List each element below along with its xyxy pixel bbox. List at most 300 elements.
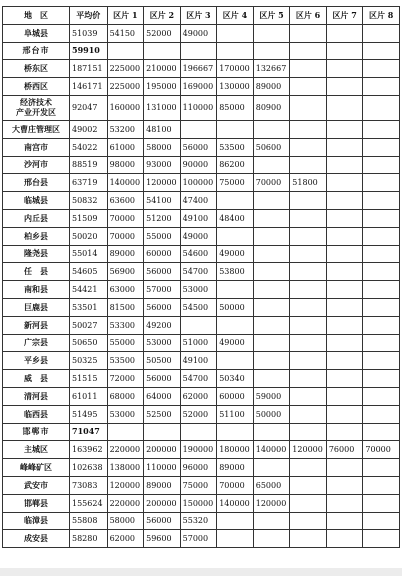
area-name-cell: 阜城县 <box>3 24 70 42</box>
table-row <box>3 227 400 245</box>
zone-price-cell: 59000 <box>253 387 290 405</box>
table-row <box>3 530 400 548</box>
area-name-cell: 桥西区 <box>3 78 70 96</box>
zone-price-cell: 54100 <box>144 192 181 210</box>
average-price-cell: 59910 <box>70 42 108 60</box>
zone-price-cell: 49000 <box>217 334 254 352</box>
zone-price-cell <box>363 60 400 78</box>
average-price-cell: 51515 <box>70 370 108 388</box>
zone-price-cell: 49200 <box>144 316 181 334</box>
zone-price-cell <box>363 387 400 405</box>
average-price-cell: 163962 <box>70 441 108 459</box>
average-price-cell: 55808 <box>70 512 108 530</box>
zone-price-cell <box>253 281 290 299</box>
zone-price-cell <box>363 530 400 548</box>
zone-price-cell <box>326 174 363 192</box>
zone-price-cell: 150000 <box>180 494 217 512</box>
zone-price-cell: 55320 <box>180 512 217 530</box>
zone-price-cell: 51800 <box>290 174 327 192</box>
average-price-cell: 50325 <box>70 352 108 370</box>
zone-price-cell: 138000 <box>107 459 144 477</box>
zone-price-cell: 49100 <box>180 209 217 227</box>
zone-price-cell <box>217 316 254 334</box>
zone-price-cell <box>253 298 290 316</box>
zone-price-cell <box>326 138 363 156</box>
zone-price-cell: 58000 <box>144 138 181 156</box>
zone-price-cell <box>326 156 363 174</box>
zone-price-cell <box>217 512 254 530</box>
area-name-cell: 临城县 <box>3 192 70 210</box>
header-zone-2: 区片 2 <box>144 7 181 25</box>
zone-price-cell: 54150 <box>107 24 144 42</box>
zone-price-cell <box>326 512 363 530</box>
zone-price-cell: 89000 <box>144 476 181 494</box>
area-name-cell: 南宫市 <box>3 138 70 156</box>
zone-price-cell <box>363 459 400 477</box>
area-name-cell: 清河县 <box>3 387 70 405</box>
zone-price-cell <box>363 370 400 388</box>
zone-price-cell: 52500 <box>144 405 181 423</box>
table-row <box>3 263 400 281</box>
area-name-cell: 邢台市 <box>3 42 70 60</box>
average-price-cell: 54421 <box>70 281 108 299</box>
zone-price-cell: 50600 <box>253 138 290 156</box>
zone-price-cell <box>290 459 327 477</box>
zone-price-cell <box>363 281 400 299</box>
area-name-cell: 桥东区 <box>3 60 70 78</box>
area-name-cell: 邯郸县 <box>3 494 70 512</box>
zone-price-cell: 63000 <box>107 281 144 299</box>
zone-price-cell: 54700 <box>180 263 217 281</box>
zone-price-cell: 59600 <box>144 530 181 548</box>
zone-price-cell <box>253 24 290 42</box>
table-row <box>3 281 400 299</box>
area-name-cell: 峰峰矿区 <box>3 459 70 477</box>
zone-price-cell <box>253 316 290 334</box>
zone-price-cell: 70000 <box>107 209 144 227</box>
zone-price-cell: 180000 <box>217 441 254 459</box>
zone-price-cell <box>253 263 290 281</box>
zone-price-cell: 89000 <box>107 245 144 263</box>
zone-price-cell <box>290 138 327 156</box>
zone-price-cell: 130000 <box>217 78 254 96</box>
zone-price-cell: 50000 <box>253 405 290 423</box>
zone-price-cell <box>217 352 254 370</box>
zone-price-cell <box>290 423 327 441</box>
zone-price-cell <box>107 423 144 441</box>
zone-price-cell: 120000 <box>290 441 327 459</box>
zone-price-cell: 49000 <box>180 227 217 245</box>
zone-price-cell: 85000 <box>217 95 254 120</box>
zone-price-cell: 56900 <box>107 263 144 281</box>
zone-price-cell: 220000 <box>107 494 144 512</box>
table-row <box>3 120 400 138</box>
zone-price-cell <box>326 352 363 370</box>
average-price-cell: 51039 <box>70 24 108 42</box>
zone-price-cell: 195000 <box>144 78 181 96</box>
zone-price-cell: 89000 <box>253 78 290 96</box>
average-price-cell: 49002 <box>70 120 108 138</box>
area-name-cell: 武安市 <box>3 476 70 494</box>
zone-price-cell <box>144 423 181 441</box>
zone-price-cell: 190000 <box>180 441 217 459</box>
average-price-cell: 63719 <box>70 174 108 192</box>
zone-price-cell: 70000 <box>253 174 290 192</box>
table-row <box>3 245 400 263</box>
zone-price-cell <box>144 42 181 60</box>
table-row <box>3 316 400 334</box>
zone-price-cell: 53000 <box>180 281 217 299</box>
area-name-cell: 隆尧县 <box>3 245 70 263</box>
zone-price-cell <box>180 316 217 334</box>
table-row <box>3 95 400 120</box>
zone-price-cell: 210000 <box>144 60 181 78</box>
average-price-cell: 50027 <box>70 316 108 334</box>
zone-price-cell: 57000 <box>180 530 217 548</box>
zone-price-cell <box>290 78 327 96</box>
zone-price-cell: 53000 <box>107 405 144 423</box>
zone-price-cell <box>290 298 327 316</box>
zone-price-cell: 51000 <box>180 334 217 352</box>
zone-price-cell: 90000 <box>180 156 217 174</box>
zone-price-cell: 58000 <box>107 512 144 530</box>
header-zone-3: 区片 3 <box>180 7 217 25</box>
zone-price-cell: 70000 <box>217 476 254 494</box>
zone-price-cell: 53300 <box>107 316 144 334</box>
zone-price-cell <box>290 263 327 281</box>
zone-price-cell: 56000 <box>144 370 181 388</box>
area-name-cell: 新河县 <box>3 316 70 334</box>
zone-price-cell: 120000 <box>107 476 144 494</box>
table-row <box>3 192 400 210</box>
zone-price-cell: 53200 <box>107 120 144 138</box>
zone-price-cell <box>253 209 290 227</box>
area-name-cell: 沙河市 <box>3 156 70 174</box>
zone-price-cell <box>290 352 327 370</box>
table-row <box>3 156 400 174</box>
zone-price-cell <box>326 370 363 388</box>
header-area: 地 区 <box>3 7 70 25</box>
table-row <box>3 78 400 96</box>
zone-price-cell <box>217 281 254 299</box>
zone-price-cell: 72000 <box>107 370 144 388</box>
table-row <box>3 138 400 156</box>
table-row <box>3 370 400 388</box>
zone-price-cell: 51100 <box>217 405 254 423</box>
zone-price-cell: 54500 <box>180 298 217 316</box>
table-row <box>3 42 400 60</box>
zone-price-cell: 49000 <box>180 24 217 42</box>
area-name-cell: 大曹庄管理区 <box>3 120 70 138</box>
area-name-cell: 威 县 <box>3 370 70 388</box>
zone-price-cell <box>363 209 400 227</box>
average-price-cell: 92047 <box>70 95 108 120</box>
zone-price-cell <box>326 459 363 477</box>
land-price-table <box>2 6 400 548</box>
average-price-cell: 54605 <box>70 263 108 281</box>
zone-price-cell <box>290 60 327 78</box>
table-row <box>3 441 400 459</box>
zone-price-cell: 61000 <box>107 138 144 156</box>
zone-price-cell: 56000 <box>144 512 181 530</box>
area-name-cell: 经济技术 产业开发区 <box>3 95 70 120</box>
zone-price-cell <box>326 95 363 120</box>
zone-price-cell: 50340 <box>217 370 254 388</box>
zone-price-cell <box>363 245 400 263</box>
zone-price-cell: 200000 <box>144 494 181 512</box>
table-row <box>3 298 400 316</box>
zone-price-cell: 100000 <box>180 174 217 192</box>
zone-price-cell <box>253 245 290 263</box>
zone-price-cell <box>290 387 327 405</box>
zone-price-cell <box>253 512 290 530</box>
area-name-cell: 邯郸市 <box>3 423 70 441</box>
table-row <box>3 60 400 78</box>
zone-price-cell <box>326 42 363 60</box>
area-name-cell: 南和县 <box>3 281 70 299</box>
zone-price-cell <box>290 334 327 352</box>
average-price-cell: 50832 <box>70 192 108 210</box>
zone-price-cell: 53500 <box>107 352 144 370</box>
zone-price-cell <box>253 352 290 370</box>
land-price-table-sheet <box>0 6 402 568</box>
table-row <box>3 423 400 441</box>
area-name-cell: 巨鹿县 <box>3 298 70 316</box>
zone-price-cell <box>180 42 217 60</box>
zone-price-cell <box>253 370 290 388</box>
area-name-cell: 临西县 <box>3 405 70 423</box>
zone-price-cell: 54700 <box>180 370 217 388</box>
zone-price-cell: 48100 <box>144 120 181 138</box>
average-price-cell: 73083 <box>70 476 108 494</box>
zone-price-cell <box>363 476 400 494</box>
zone-price-cell: 65000 <box>253 476 290 494</box>
zone-price-cell: 220000 <box>107 441 144 459</box>
zone-price-cell <box>253 156 290 174</box>
zone-price-cell <box>290 316 327 334</box>
average-price-cell: 187151 <box>70 60 108 78</box>
zone-price-cell <box>290 281 327 299</box>
zone-price-cell <box>326 405 363 423</box>
area-name-cell: 内丘县 <box>3 209 70 227</box>
header-zone-7: 区片 7 <box>326 7 363 25</box>
zone-price-cell <box>290 156 327 174</box>
average-price-cell: 146171 <box>70 78 108 96</box>
zone-price-cell <box>363 423 400 441</box>
zone-price-cell: 110000 <box>180 95 217 120</box>
zone-price-cell: 89000 <box>217 459 254 477</box>
average-price-cell: 50020 <box>70 227 108 245</box>
header-zone-4: 区片 4 <box>217 7 254 25</box>
zone-price-cell <box>326 281 363 299</box>
zone-price-cell: 225000 <box>107 60 144 78</box>
zone-price-cell <box>363 78 400 96</box>
zone-price-cell <box>326 476 363 494</box>
zone-price-cell <box>363 120 400 138</box>
zone-price-cell: 70000 <box>363 441 400 459</box>
zone-price-cell: 52000 <box>144 24 181 42</box>
zone-price-cell <box>290 209 327 227</box>
table-row <box>3 512 400 530</box>
area-name-cell: 广宗县 <box>3 334 70 352</box>
zone-price-cell: 96000 <box>180 459 217 477</box>
zone-price-cell: 120000 <box>253 494 290 512</box>
table-row <box>3 209 400 227</box>
zone-price-cell: 131000 <box>144 95 181 120</box>
average-price-cell: 54022 <box>70 138 108 156</box>
zone-price-cell: 63600 <box>107 192 144 210</box>
header-zone-6: 区片 6 <box>290 7 327 25</box>
zone-price-cell <box>217 24 254 42</box>
zone-price-cell: 49000 <box>217 245 254 263</box>
zone-price-cell: 120000 <box>144 174 181 192</box>
zone-price-cell: 140000 <box>107 174 144 192</box>
average-price-cell: 51495 <box>70 405 108 423</box>
zone-price-cell <box>326 209 363 227</box>
zone-price-cell: 62000 <box>180 387 217 405</box>
zone-price-cell: 57000 <box>144 281 181 299</box>
zone-price-cell <box>253 227 290 245</box>
table-row <box>3 476 400 494</box>
zone-price-cell <box>290 95 327 120</box>
zone-price-cell: 76000 <box>326 441 363 459</box>
zone-price-cell: 53000 <box>144 334 181 352</box>
average-price-cell: 53501 <box>70 298 108 316</box>
zone-price-cell <box>326 60 363 78</box>
zone-price-cell <box>363 263 400 281</box>
table-row <box>3 24 400 42</box>
zone-price-cell: 98000 <box>107 156 144 174</box>
zone-price-cell <box>290 512 327 530</box>
area-name-cell: 成安县 <box>3 530 70 548</box>
table-row <box>3 174 400 192</box>
zone-price-cell <box>290 42 327 60</box>
zone-price-cell: 53500 <box>217 138 254 156</box>
table-row <box>3 334 400 352</box>
area-name-cell: 临漳县 <box>3 512 70 530</box>
average-price-cell: 155624 <box>70 494 108 512</box>
zone-price-cell <box>363 42 400 60</box>
zone-price-cell <box>326 423 363 441</box>
zone-price-cell: 60000 <box>144 245 181 263</box>
zone-price-cell <box>363 512 400 530</box>
zone-price-cell: 93000 <box>144 156 181 174</box>
zone-price-cell: 52000 <box>180 405 217 423</box>
average-price-cell: 58280 <box>70 530 108 548</box>
area-name-cell: 柏乡县 <box>3 227 70 245</box>
table-row <box>3 405 400 423</box>
zone-price-cell <box>326 78 363 96</box>
zone-price-cell: 225000 <box>107 78 144 96</box>
zone-price-cell: 70000 <box>107 227 144 245</box>
zone-price-cell: 169000 <box>180 78 217 96</box>
zone-price-cell <box>290 24 327 42</box>
table-header-row <box>3 7 400 25</box>
table-body <box>3 24 400 547</box>
zone-price-cell <box>326 530 363 548</box>
zone-price-cell: 170000 <box>217 60 254 78</box>
average-price-cell: 61011 <box>70 387 108 405</box>
zone-price-cell: 55000 <box>107 334 144 352</box>
zone-price-cell <box>290 370 327 388</box>
zone-price-cell <box>253 192 290 210</box>
zone-price-cell: 160000 <box>107 95 144 120</box>
zone-price-cell <box>290 120 327 138</box>
zone-price-cell <box>363 298 400 316</box>
zone-price-cell: 110000 <box>144 459 181 477</box>
zone-price-cell <box>363 156 400 174</box>
zone-price-cell <box>326 120 363 138</box>
zone-price-cell <box>326 245 363 263</box>
zone-price-cell: 68000 <box>107 387 144 405</box>
zone-price-cell: 47400 <box>180 192 217 210</box>
table-row <box>3 494 400 512</box>
zone-price-cell: 49100 <box>180 352 217 370</box>
zone-price-cell <box>326 192 363 210</box>
zone-price-cell: 55000 <box>144 227 181 245</box>
zone-price-cell <box>253 530 290 548</box>
zone-price-cell: 54600 <box>180 245 217 263</box>
zone-price-cell <box>217 42 254 60</box>
average-price-cell: 50650 <box>70 334 108 352</box>
table-row <box>3 352 400 370</box>
zone-price-cell <box>326 494 363 512</box>
zone-price-cell: 81500 <box>107 298 144 316</box>
zone-price-cell: 53800 <box>217 263 254 281</box>
zone-price-cell <box>253 459 290 477</box>
zone-price-cell <box>290 227 327 245</box>
zone-price-cell <box>290 530 327 548</box>
area-name-cell: 邢台县 <box>3 174 70 192</box>
table-row <box>3 387 400 405</box>
zone-price-cell <box>290 192 327 210</box>
header-zone-5: 区片 5 <box>253 7 290 25</box>
area-name-cell: 主城区 <box>3 441 70 459</box>
zone-price-cell <box>253 42 290 60</box>
zone-price-cell <box>217 227 254 245</box>
zone-price-cell: 50500 <box>144 352 181 370</box>
area-name-cell: 平乡县 <box>3 352 70 370</box>
zone-price-cell <box>363 316 400 334</box>
zone-price-cell <box>290 494 327 512</box>
zone-price-cell <box>253 120 290 138</box>
zone-price-cell <box>363 227 400 245</box>
zone-price-cell <box>363 352 400 370</box>
area-name-cell: 任 县 <box>3 263 70 281</box>
average-price-cell: 102638 <box>70 459 108 477</box>
zone-price-cell: 140000 <box>217 494 254 512</box>
zone-price-cell <box>363 192 400 210</box>
zone-price-cell <box>253 334 290 352</box>
zone-price-cell: 80900 <box>253 95 290 120</box>
zone-price-cell <box>363 334 400 352</box>
zone-price-cell: 56000 <box>144 263 181 281</box>
zone-price-cell <box>326 263 363 281</box>
zone-price-cell <box>326 387 363 405</box>
zone-price-cell: 56000 <box>180 138 217 156</box>
table-row <box>3 459 400 477</box>
zone-price-cell: 48400 <box>217 209 254 227</box>
average-price-cell: 55014 <box>70 245 108 263</box>
zone-price-cell: 196667 <box>180 60 217 78</box>
zone-price-cell: 132667 <box>253 60 290 78</box>
zone-price-cell <box>326 316 363 334</box>
zone-price-cell <box>326 227 363 245</box>
zone-price-cell: 75000 <box>180 476 217 494</box>
zone-price-cell: 140000 <box>253 441 290 459</box>
zone-price-cell <box>363 138 400 156</box>
header-average-price: 平均价 <box>70 7 108 25</box>
